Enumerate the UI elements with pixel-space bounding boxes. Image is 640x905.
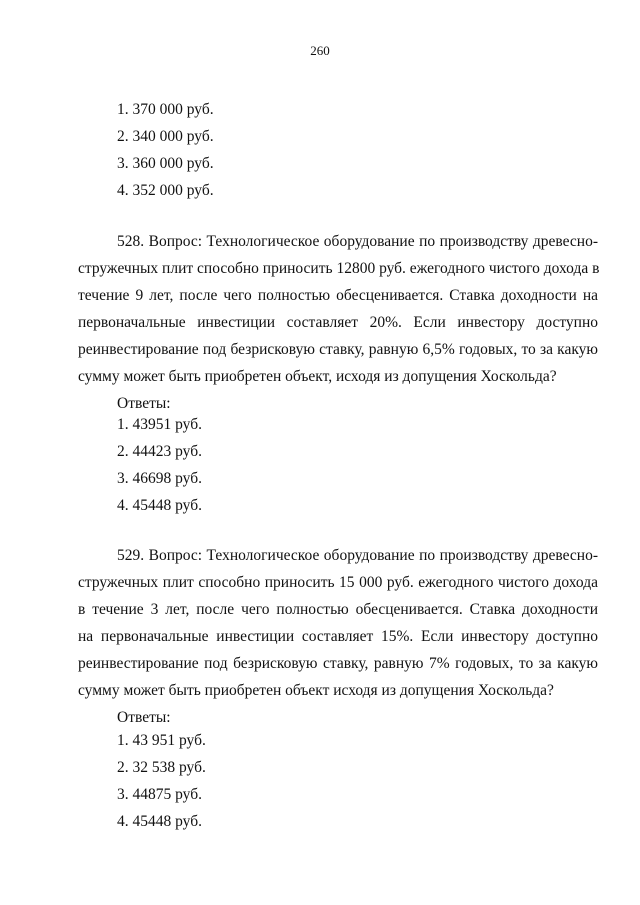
answer-option: 1. 43 951 руб. [117, 732, 206, 749]
page-number: 260 [310, 43, 330, 58]
question-529 [78, 542, 598, 704]
previous-answer-list [117, 96, 214, 204]
question-text-line: стружечных плит способно приносить 15 000 руб. ежегодного чистого дохода [78, 574, 598, 591]
answer-option: 3. 360 000 руб. [117, 155, 214, 172]
answer-option: 1. 43951 руб. [117, 416, 202, 433]
answer-list-528 [117, 411, 202, 519]
answer-option: 3. 46698 руб. [117, 470, 202, 487]
answer-option: 3. 44875 руб. [117, 786, 202, 803]
answers-label: Ответы: [117, 395, 171, 412]
answer-option: 1. 370 000 руб. [117, 101, 214, 118]
answer-option: 4. 45448 руб. [117, 497, 202, 514]
question-text-line: первоначальные инвестиции составляет 20%. Если инвестору доступно [78, 314, 598, 331]
question-text-line: реинвестирование под безрисковую ставку, равную 7% годовых, то за какую [78, 655, 598, 672]
question-528 [78, 228, 598, 390]
question-text-line: сумму может быть приобретен объект исходя из допущения Хоскольда? [78, 682, 554, 699]
question-text-line: течение 9 лет, после чего полностью обесценивается. Ставка доходности на [78, 287, 598, 304]
question-text-line: в течение 3 лет, после чего полностью обесценивается. Ставка доходности [78, 601, 598, 618]
answer-option: 2. 340 000 руб. [117, 128, 214, 145]
answers-label: Ответы: [117, 709, 171, 726]
question-text-line: на первоначальные инвестиции составляет 15%. Если инвестору доступно [78, 628, 598, 645]
question-text-line: реинвестирование под безрисковую ставку, равную 6,5% годовых, то за какую [78, 341, 598, 358]
answer-option: 2. 44423 руб. [117, 443, 202, 460]
answer-option: 4. 45448 руб. [117, 813, 202, 830]
question-text-line: 528. Вопрос: Технологическое оборудование по производству древесно- [117, 233, 598, 250]
question-text-line: стружечных плит способно приносить 12800 руб. ежегодного чистого дохода в [78, 260, 600, 277]
question-text-line: сумму может быть приобретен объект, исходя из допущения Хоскольда? [78, 368, 557, 385]
answer-option: 4. 352 000 руб. [117, 182, 214, 199]
question-text-line: 529. Вопрос: Технологическое оборудование по производству древесно- [117, 547, 598, 564]
answer-option: 2. 32 538 руб. [117, 759, 206, 776]
answer-list-529 [117, 727, 206, 835]
